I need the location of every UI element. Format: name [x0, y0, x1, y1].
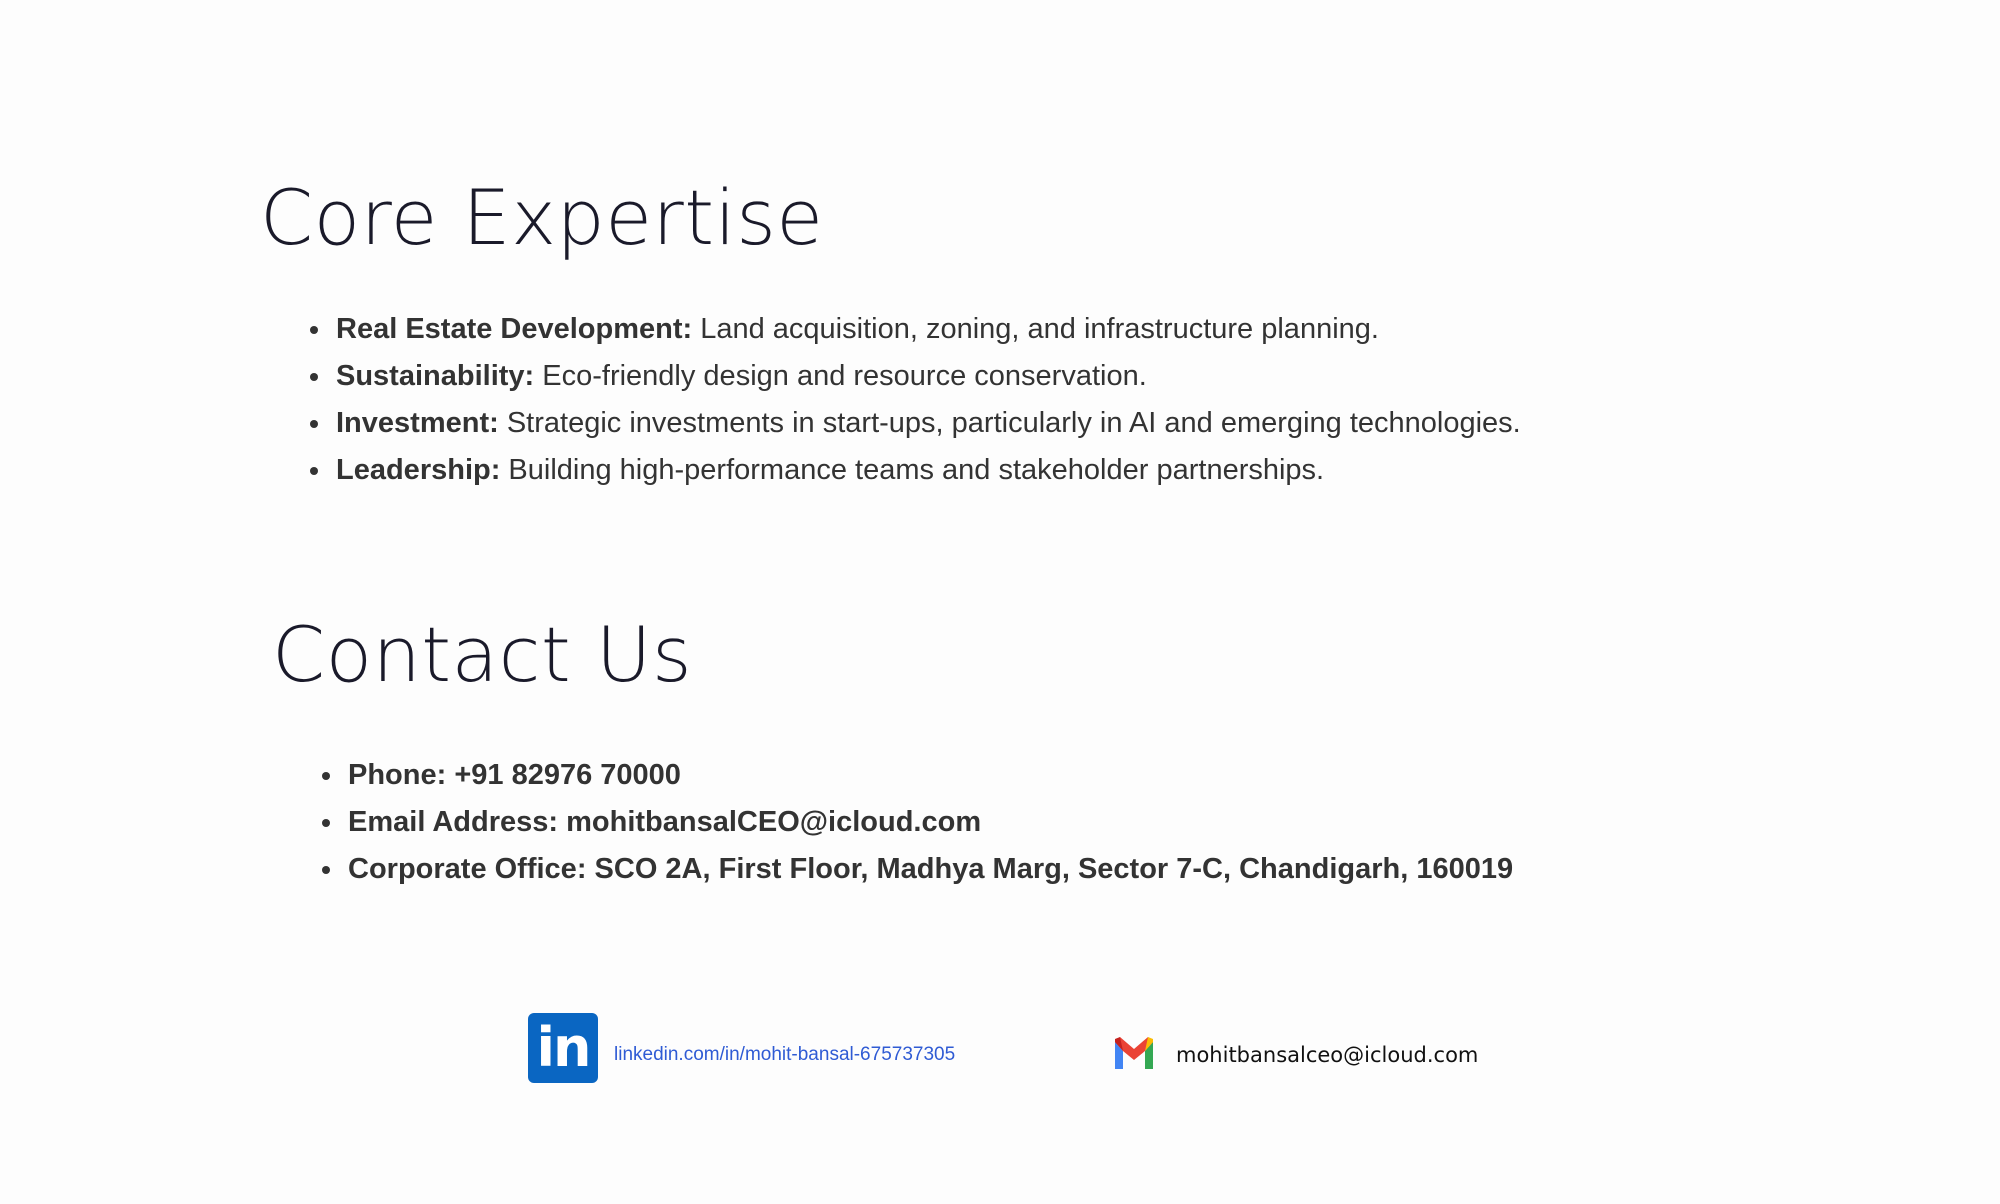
linkedin-link[interactable]: linkedin.com/in/mohit-bansal-675737305 — [614, 1044, 956, 1065]
expertise-item-sustainability — [336, 353, 1521, 400]
linkedin-icon[interactable]: in — [528, 1013, 598, 1083]
expertise-list — [336, 306, 1521, 494]
expertise-item-real-estate — [336, 306, 1521, 353]
core-expertise-heading: Core Expertise — [260, 173, 824, 262]
expertise-item-label: Leadership: — [336, 454, 501, 486]
linkedin-contact[interactable] — [528, 1013, 955, 1083]
contact-list — [348, 752, 1513, 893]
gmail-icon[interactable] — [1112, 1034, 1156, 1072]
expertise-item-text: Strategic investments in start-ups, particularly in AI and emerging technologies. — [498, 407, 1521, 439]
contact-phone: Phone: +91 82976 70000 — [348, 752, 1513, 799]
expertise-item-leadership — [336, 447, 1521, 494]
gmail-address[interactable]: mohitbansalceo@icloud.com — [1176, 1043, 1479, 1067]
expertise-item-text: Building high-performance teams and stakeholder partnerships. — [500, 454, 1325, 486]
expertise-item-label: Investment: — [336, 407, 499, 439]
expertise-item-label: Sustainability: — [336, 360, 535, 392]
expertise-item-investment — [336, 400, 1521, 447]
contact-email: Email Address: mohitbansalCEO@icloud.com — [348, 799, 1513, 846]
contact-office-address: Corporate Office: SCO 2A, First Floor, Madhya Marg, Sector 7-C, Chandigarh, 160019 — [348, 846, 1513, 893]
contact-us-heading: Contact Us — [272, 610, 693, 699]
expertise-item-label: Real Estate Development: — [336, 313, 693, 345]
gmail-contact[interactable] — [1112, 1034, 1478, 1072]
expertise-item-text: Land acquisition, zoning, and infrastructure planning. — [692, 313, 1379, 345]
expertise-item-text: Eco-friendly design and resource conservation. — [534, 360, 1147, 392]
